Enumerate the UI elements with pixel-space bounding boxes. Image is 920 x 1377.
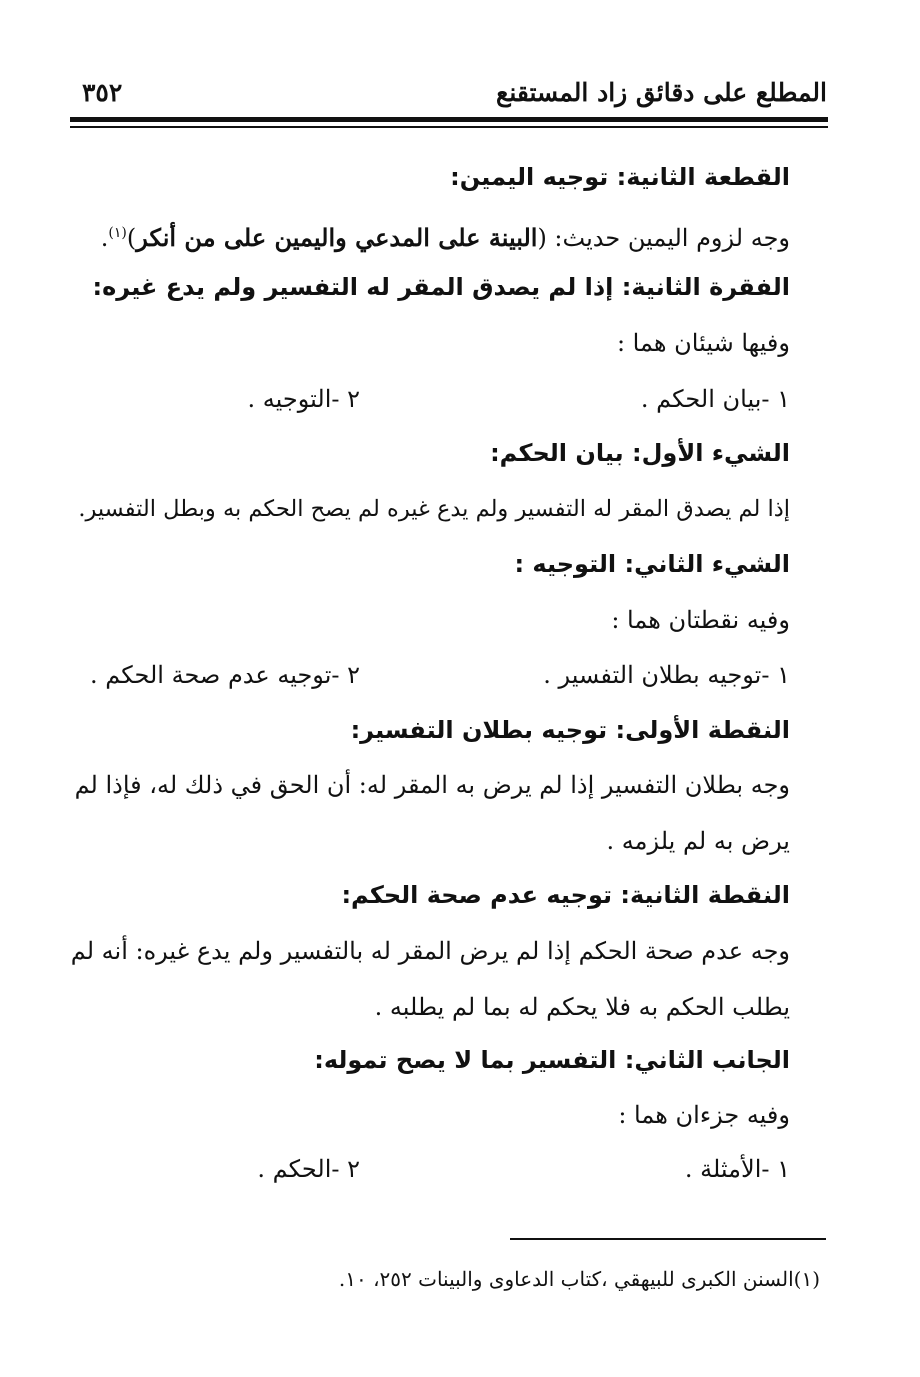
hadith-text: البينة على المدعي واليمين على من أنكر <box>136 223 538 252</box>
list-item: ١ -الأمثلة . <box>684 1155 790 1183</box>
running-title: المطلع على دقائق زاد المستقنع <box>496 78 827 107</box>
paragraph-butlan-line2: يرض به لم يلزمه . <box>606 827 790 855</box>
paragraph-adam-siha-line2: يطلب الحكم به فلا يحكم له بما لم يطلبه . <box>374 993 790 1021</box>
paragraph-yamin-hadith <box>70 216 790 255</box>
list-item: ٢ -التوجيه . <box>247 385 360 413</box>
paragraph-nuqtatan: وفيه نقطتان هما : <box>611 606 790 634</box>
list-item: ١ -بيان الحكم . <box>640 385 790 413</box>
paragraph-butlan-line1: وجه بطلان التفسير إذا لم يرض به المقر له: أن الحق في ذلك له، فإذا لم <box>74 771 790 799</box>
header-rule-thick <box>70 117 828 122</box>
list-item: ٢ -الحكم . <box>257 1155 360 1183</box>
heading-nuqta-ula: النقطة الأولى: توجيه بطلان التفسير: <box>350 716 790 744</box>
list-item: ٢ -توجيه عدم صحة الحكم . <box>89 661 360 689</box>
hadith-intro: وجه لزوم اليمين حديث: ( <box>537 224 790 252</box>
paragraph-adam-siha-line1: وجه عدم صحة الحكم إذا لم يرض المقر له بالتفسير ولم يدع غيره: أنه لم <box>70 937 790 965</box>
footnote-separator <box>510 1238 826 1240</box>
heading-faqra-thaniya: الفقرة الثانية: إذا لم يصدق المقر له التفسير ولم يدع غيره: <box>92 273 790 301</box>
paragraph-hukm: إذا لم يصدق المقر له التفسير ولم يدع غيره لم يصح الحكم به وبطل التفسير. <box>78 496 790 522</box>
page-header <box>72 78 827 118</box>
page-number: ٣٥٢ <box>82 78 123 107</box>
header-rule-thin <box>70 126 828 128</box>
list-item: ١ -توجيه بطلان التفسير . <box>543 661 790 689</box>
paragraph-juz-an: وفيه جزءان هما : <box>618 1101 790 1129</box>
heading-shay-awwal: الشيء الأول: بيان الحكم: <box>490 439 790 467</box>
heading-shay-thani: الشيء الثاني: التوجيه : <box>514 550 790 578</box>
footnote-text: (١)السنن الكبرى للبيهقي ،كتاب الدعاوى والبينات ٢٥٢، ١٠. <box>338 1267 820 1291</box>
paragraph-shay-an: وفيها شيئان هما : <box>616 329 790 357</box>
hadith-close: ) <box>126 224 137 252</box>
hadith-end: . <box>100 224 109 252</box>
footnote-ref: (١) <box>108 225 127 241</box>
heading-nuqta-thaniya: النقطة الثانية: توجيه عدم صحة الحكم: <box>341 881 790 909</box>
heading-janib-thani: الجانب الثاني: التفسير بما لا يصح تموله: <box>314 1046 790 1074</box>
heading-yamin: القطعة الثانية: توجيه اليمين: <box>450 163 790 191</box>
